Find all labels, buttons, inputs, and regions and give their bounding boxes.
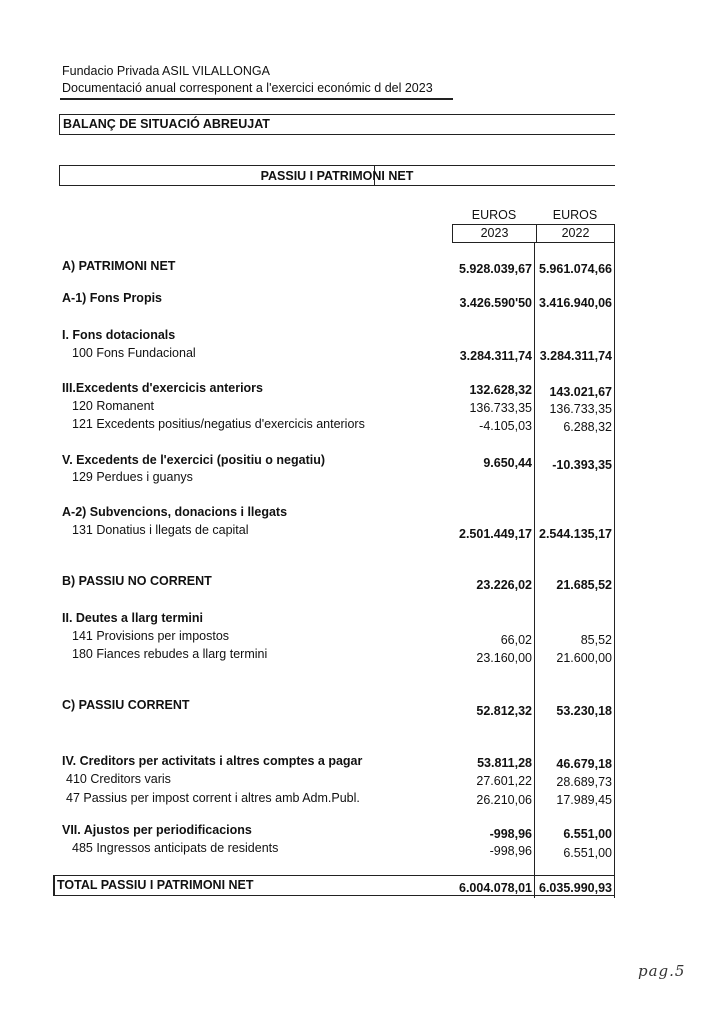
row-value-2022: 6.551,00 xyxy=(563,827,612,841)
row-label: 121 Excedents positius/negatius d'exercicis anteriors xyxy=(72,417,365,431)
year-2022-header: 2022 xyxy=(561,226,590,240)
row-value-2023: 136.733,35 xyxy=(469,401,532,415)
table-title: PASSIU I PATRIMONI NET xyxy=(260,169,414,183)
subtitle-underline xyxy=(60,98,453,100)
row-value-2022: 3.416.940,06 xyxy=(539,296,612,310)
row-value-2023: 2.501.449,17 xyxy=(459,527,532,541)
row-value-2023: -998,96 xyxy=(489,844,532,858)
row-label: 47 Passius per impost corrent i altres amb Adm.Publ. xyxy=(66,791,360,805)
row-value-2022: -10.393,35 xyxy=(552,458,612,472)
row-value-2023: -998,96 xyxy=(489,827,532,841)
row-label: II. Deutes a llarg termini xyxy=(62,611,204,625)
table-title-top-rule xyxy=(375,165,615,166)
organization-name: Fundacio Privada ASIL VILALLONGA xyxy=(62,64,270,78)
row-value-2022: 46.679,18 xyxy=(556,757,612,771)
section-title-left-border xyxy=(59,114,60,135)
row-value-2023: 3.426.590'50 xyxy=(459,296,532,310)
row-label: A-1) Fons Propis xyxy=(62,291,163,305)
row-value-2023: 66,02 xyxy=(500,633,532,647)
row-value-2023: -4.105,03 xyxy=(479,419,532,433)
row-value-2023: 23.226,02 xyxy=(476,578,532,592)
row-label: 129 Perdues i guanys xyxy=(72,470,193,484)
row-label: 485 Ingressos anticipats de residents xyxy=(72,841,279,855)
column-separator-right xyxy=(614,243,615,898)
row-label: 141 Provisions per impostos xyxy=(72,629,230,643)
handwritten-page-number: pag.5 xyxy=(638,962,686,980)
row-value-2022: 21.685,52 xyxy=(556,578,612,592)
total-label: TOTAL PASSIU I PATRIMONI NET xyxy=(57,878,254,892)
row-value-2022: 5.961.074,66 xyxy=(539,262,612,276)
row-label: V. Excedents de l'exercici (positiu o negatiu) xyxy=(62,453,326,467)
total-value-2022: 6.035.990,93 xyxy=(539,881,612,895)
total-row-left-border xyxy=(53,875,55,896)
row-label: 120 Romanent xyxy=(72,399,155,413)
row-value-2022: 85,52 xyxy=(580,633,612,647)
row-value-2022: 6.288,32 xyxy=(563,420,612,434)
row-label: 100 Fons Fundacional xyxy=(72,346,196,360)
row-label: 131 Donatius i llegats de capital xyxy=(72,523,249,537)
section-title-top-rule xyxy=(59,114,615,115)
row-label: IV. Creditors per activitats i altres comptes a pagar xyxy=(62,754,363,768)
row-label: A-2) Subvencions, donacions i llegats xyxy=(62,505,288,519)
row-value-2022: 2.544.135,17 xyxy=(539,527,612,541)
row-label: 180 Fiances rebudes a llarg termini xyxy=(72,647,268,661)
row-value-2022: 21.600,00 xyxy=(556,651,612,665)
row-value-2022: 17.989,45 xyxy=(556,793,612,807)
row-value-2023: 9.650,44 xyxy=(483,456,532,470)
unit-2022-header: EUROS xyxy=(552,208,598,222)
row-value-2022: 3.284.311,74 xyxy=(539,349,612,363)
document-subtitle: Documentació anual corresponent a l'exercici económic d del 2023 xyxy=(62,81,433,95)
row-value-2022: 143.021,67 xyxy=(549,385,612,399)
row-value-2023: 3.284.311,74 xyxy=(459,349,532,363)
row-value-2023: 27.601,22 xyxy=(476,774,532,788)
unit-2023-header: EUROS xyxy=(471,208,517,222)
row-value-2022: 28.689,73 xyxy=(556,775,612,789)
row-label: VII. Ajustos per periodificacions xyxy=(62,823,252,837)
row-value-2023: 132.628,32 xyxy=(469,383,532,397)
row-value-2023: 26.210,06 xyxy=(476,793,532,807)
table-title-bottom-rule xyxy=(375,185,615,186)
row-value-2022: 53.230,18 xyxy=(556,704,612,718)
row-value-2022: 136.733,35 xyxy=(549,402,612,416)
row-label: A) PATRIMONI NET xyxy=(62,259,176,273)
row-label: B) PASSIU NO CORRENT xyxy=(62,574,212,588)
section-title: BALANÇ DE SITUACIÓ ABREUJAT xyxy=(63,117,270,131)
section-title-bottom-rule xyxy=(59,134,615,135)
row-value-2023: 23.160,00 xyxy=(476,651,532,665)
year-2023-header: 2023 xyxy=(480,226,509,240)
row-label: 410 Creditors varis xyxy=(66,772,171,786)
row-value-2023: 53.811,28 xyxy=(477,756,532,770)
row-label: I. Fons dotacionals xyxy=(62,328,176,342)
row-value-2023: 52.812,32 xyxy=(476,704,532,718)
row-label: III.Excedents d'exercicis anteriors xyxy=(62,381,263,395)
row-label: C) PASSIU CORRENT xyxy=(62,698,190,712)
row-value-2022: 6.551,00 xyxy=(563,846,612,860)
row-value-2023: 5.928.039,67 xyxy=(459,262,532,276)
total-value-2023: 6.004.078,01 xyxy=(459,881,532,895)
